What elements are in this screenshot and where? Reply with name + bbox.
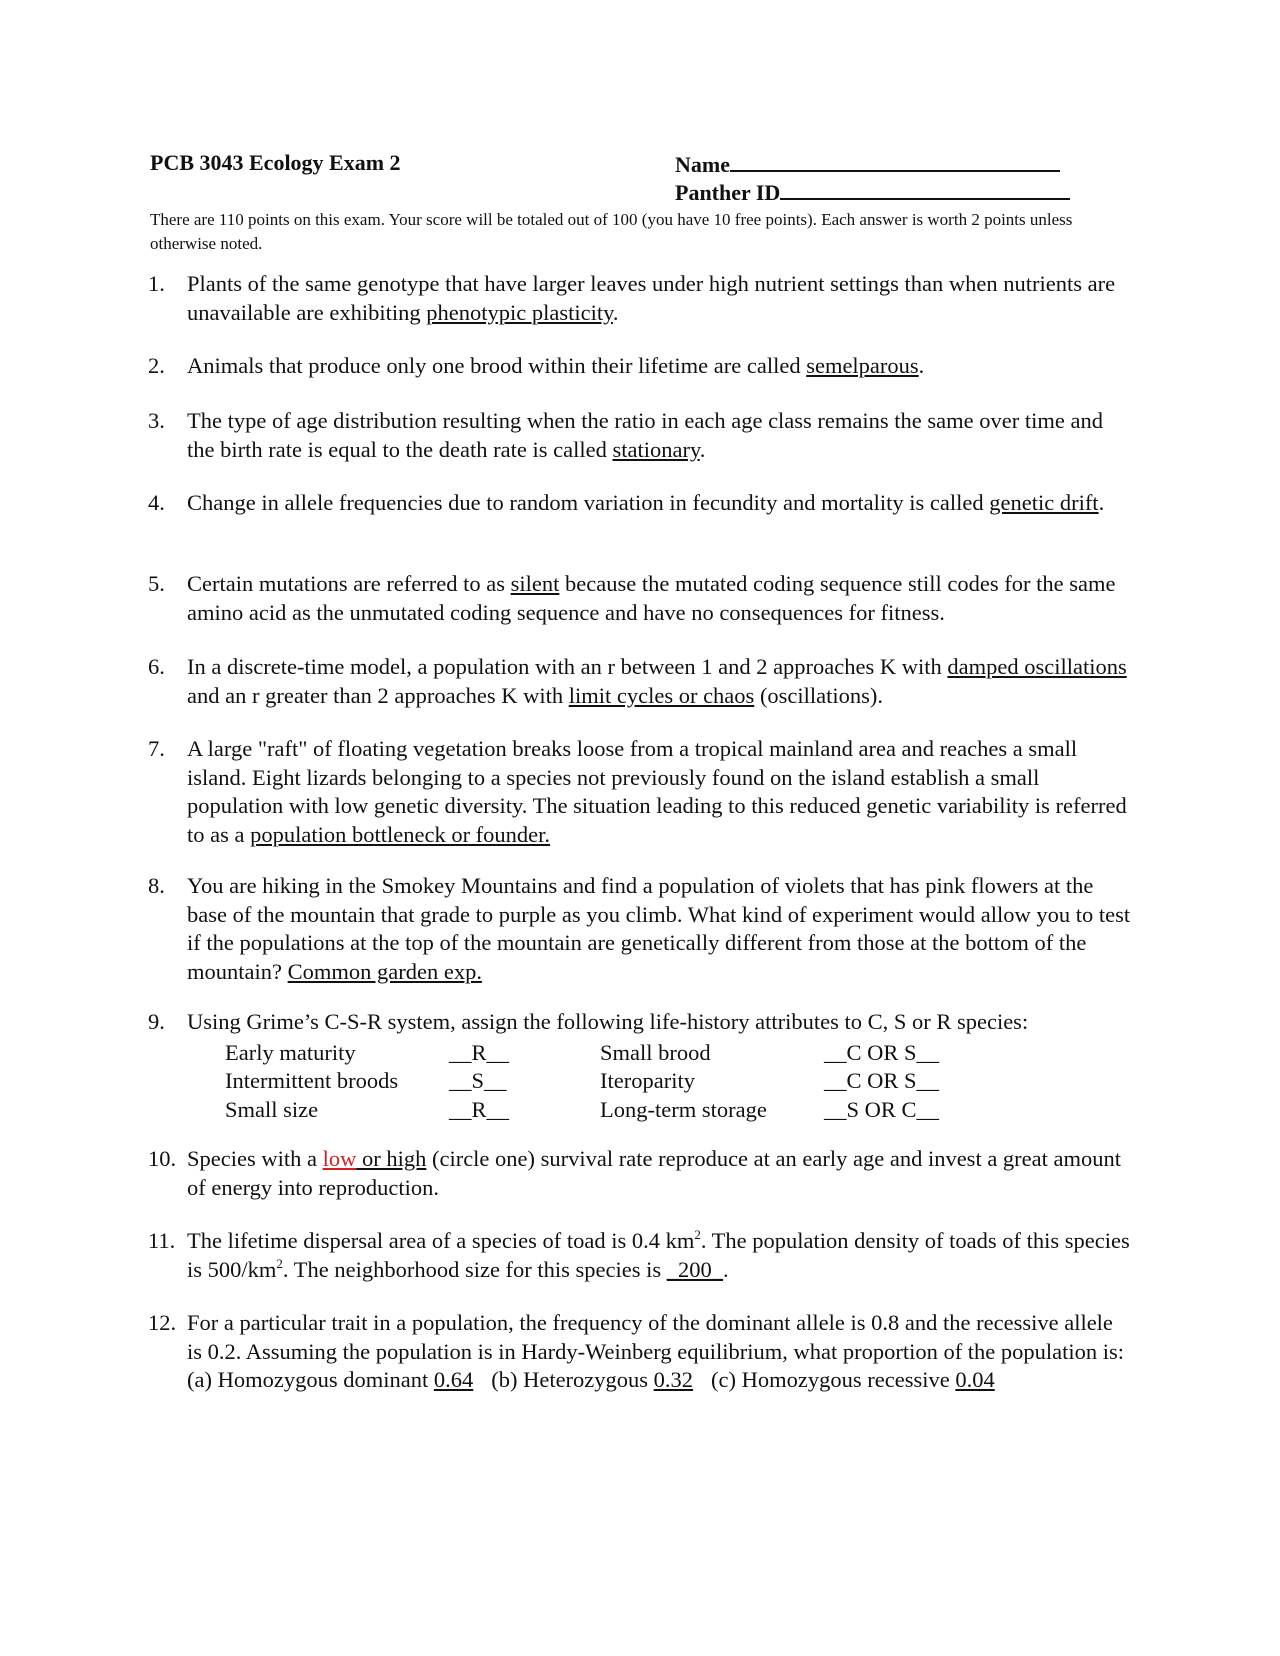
attribute-answer: __C OR S__ [824,1039,940,1065]
question-text: (circle one) survival rate reproduce at an early age and invest a great amount of energy into reproduction. [187,1146,1122,1200]
question-number: 8. [148,873,165,898]
name-blank[interactable] [730,150,1060,172]
question-text: Animals that produce only one brood within their lifetime are called [187,353,807,378]
question-number: 2. [148,353,165,378]
question-text: . [612,299,619,325]
panther-id-label: Panther ID [675,180,781,205]
question-text: For a particular trait in a population, the frequency of the dominant allele is 0.8 and the recessive allele is 0.2. Assuming the population is in Hardy-Weinberg equilibrium, what proportion of the population is: [187,1310,1125,1364]
attribute-label: Small brood [600,1039,711,1065]
answer: genetic drift [989,490,1099,515]
answer-label: (a) Homozygous dominant [187,1367,434,1392]
exam-instructions: There are 110 points on this exam. Your score will be totaled out of 100 (you have 10 free points). Each answer is worth 2 points unless otherwise noted. [150,210,1073,253]
answer: limit cycles or chaos [568,682,755,708]
attribute-answer: __S OR C__ [824,1096,940,1122]
answer: semelparous [806,353,919,378]
question-2 [148,352,1132,381]
question-12 [148,1309,1132,1395]
superscript: 2 [276,1255,283,1271]
panther-id-field [675,178,1070,206]
answer-label: (b) Heterozygous [491,1367,654,1392]
attribute-label: Early maturity [225,1039,356,1065]
answer-or-high: or high [356,1146,427,1171]
attribute-label: Iteroparity [600,1068,695,1093]
question-number: 5. [148,571,165,596]
question-text: The type of age distribution resulting when the ratio in each age class remains the same over time and the birth rate is equal to the death rate is called [187,408,1103,462]
answer: 0.64 [433,1367,474,1392]
question-number: 9. [148,1009,165,1034]
question-7 [148,735,1132,849]
question-text: . [699,436,706,462]
question-text: and an r greater than 2 approaches K with [187,682,569,708]
attribute-answer: __R__ [449,1096,510,1122]
question-number: 10. [148,1146,177,1171]
question-number: 11. [148,1228,176,1253]
question-9 [148,1008,1132,1124]
course-title: PCB 3043 Ecology Exam 2 [150,150,401,175]
question-11 [148,1227,1132,1284]
hardy-weinberg-answers [187,1366,1132,1395]
question-number: 1. [148,271,165,296]
csr-row [225,1067,1132,1096]
attribute-answer: __C OR S__ [824,1068,940,1093]
answer: _200_ [666,1256,724,1282]
answer: 0.32 [653,1367,694,1392]
attribute-label: Small size [225,1096,319,1122]
question-text: Plants of the same genotype that have larger leaves under high nutrient settings than when nutrients are unavailable are exhibiting [187,271,1116,325]
question-text: A large "raft" of floating vegetation breaks loose from a tropical mainland area and reaches a small island. Eight lizards belonging to a species not previously found on the island establish a small population with low genetic diversity. The situation leading to this reduced genetic variability is referred to as a [187,736,1127,847]
answer: stationary [612,436,700,462]
question-text: Change in allele frequencies due to random variation in fecundity and mortality is called [187,490,990,515]
panther-id-blank[interactable] [780,178,1070,200]
question-number: 12. [148,1310,177,1335]
answer: phenotypic plasticity [426,299,613,325]
answer-label: (c) Homozygous recessive [711,1367,956,1392]
question-text: . [723,1256,729,1282]
question-text: . [1098,490,1105,515]
question-number: 3. [148,408,165,433]
question-number: 6. [148,654,165,679]
answer: silent [510,571,560,596]
question-text: . The population density of toads of this species is 500/km [187,1228,1130,1282]
superscript: 2 [694,1227,701,1242]
question-4 [148,489,1132,518]
attribute-label: Long-term storage [600,1096,767,1122]
question-1 [148,270,1132,327]
question-3 [148,407,1132,464]
question-number: 7. [148,736,165,761]
name-label: Name [675,152,730,177]
question-8 [148,872,1132,986]
answer: damped oscillations [947,654,1127,679]
question-text: because the mutated coding sequence still codes for the same amino acid as the unmutated coding sequence and have no consequences for fitness. [187,571,1116,625]
attribute-answer: __R__ [449,1039,510,1065]
question-number: 4. [148,490,165,515]
question-text: Certain mutations are referred to as [187,571,511,596]
csr-table [225,1039,1132,1125]
answer-low: low [322,1146,357,1171]
question-text: . The neighborhood size for this species is [282,1256,667,1282]
question-text: Using Grime’s C-S-R system, assign the following life-history attributes to C, S or R species: [187,1009,1029,1034]
name-field [675,150,1060,178]
question-10 [148,1145,1132,1202]
question-text: (oscillations). [754,682,884,708]
csr-row [225,1039,1132,1068]
question-text: You are hiking in the Smokey Mountains and find a population of violets that has pink flowers at the base of the mountain that grade to purple as you climb. What kind of experiment would allow you to test if the populations at the top of the mountain are genetically different from those at the bottom of the mountain? [187,873,1131,984]
attribute-answer: __S__ [449,1068,507,1093]
answer: population bottleneck or founder. [250,821,551,847]
question-6 [148,653,1132,710]
attribute-label: Intermittent broods [225,1068,399,1093]
answer: Common garden exp. [287,958,482,984]
csr-row [225,1096,1132,1125]
answer: 0.04 [955,1367,995,1392]
question-text: In a discrete-time model, a population with an r between 1 and 2 approaches K with [187,654,948,679]
question-text: Species with a [187,1146,323,1171]
question-5 [148,570,1132,627]
question-text: . [918,353,925,378]
question-text: The lifetime dispersal area of a species of toad is 0.4 km [187,1228,695,1253]
